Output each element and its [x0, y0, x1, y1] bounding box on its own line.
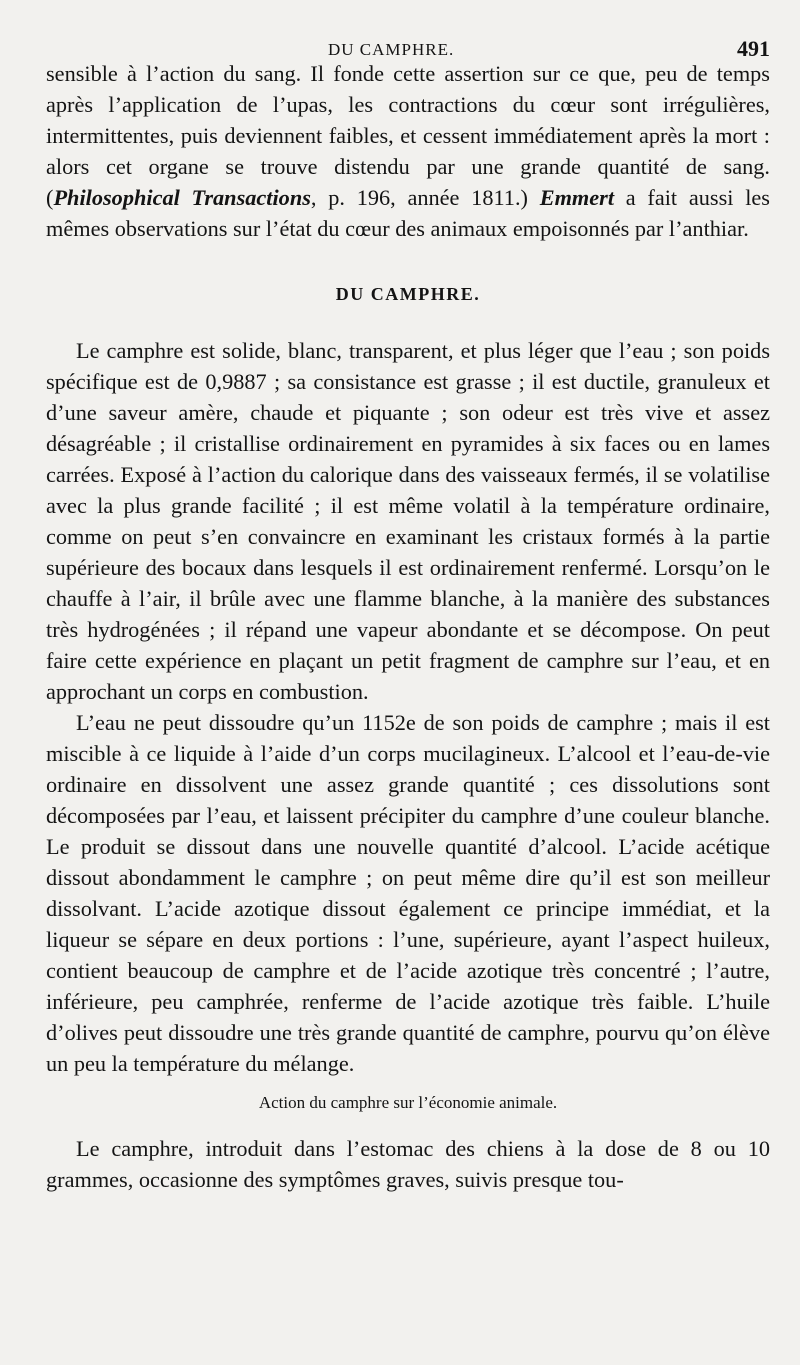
page-number: 491 [737, 36, 770, 61]
intro-text-1: sensible à l’action du sang. Il fonde cette assertion sur ce que, peu de temps après l’application de l’upas, les contractions du cœur sont irrégulières, intermittentes, puis deviennent faibles, et cessent immédiatement après la mort : alors cet organe se trouve distendu par une grande quantité de sang. ( [46, 61, 770, 210]
final-paragraph: Le camphre, introduit dans l’estomac des chiens à la dose de 8 ou 10 grammes, occasionne des symptômes graves, suivis presque tou- [46, 1136, 770, 1192]
running-header [46, 0, 770, 61]
body-paragraph: L’eau ne peut dissoudre qu’un 1152e de son poids de camphre ; mais il est miscible à ce liquide à l’aide d’un corps mucilagineux. L’alcool et l’eau-de-vie ordinaire en dissolvent une assez grande quantité ; ces dissolutions sont décomposées par l’eau, et laissent précipiter du camphre d’une couleur blanche. Le produit se dissout dans une nouvelle quantité d’alcool. L’acide acétique dissout abondamment le camphre ; on peut même dire qu’il est son meilleur dissolvant. L’acide azotique dissout également ce principe immédiat, et la liqueur se sépare en deux portions : l’une, supérieure, ayant l’aspect huileux, contient beaucoup de camphre et de l’acide azotique très concentré ; l’autre, inférieure, peu camphrée, renferme de l’acide azotique très faible. L’huile d’olives peut dissoudre une très grande quantité de camphre, pourvu qu’on élève un peu la température du mélange. [46, 710, 770, 1076]
intro-text-3: a fait aussi les mêmes observations sur l’état du cœur des animaux empoisonnés par l’anthiar. [46, 185, 770, 241]
body-paragraph: Le camphre est solide, blanc, transparent, et plus léger que l’eau ; son poids spécifique est de 0,9887 ; sa consistance est grasse ; il est ductile, granuleux et d’une saveur amère, chaude et piquante ; son odeur est très vive et assez désagréable ; il cristallise ordinairement en pyramides à six faces ou en lames carrées. Exposé à l’action du calorique dans des vaisseaux fermés, il se volatilise avec la plus grande facilité ; il est même volatil à la température ordinaire, comme on peut s’en convaincre en examinant les cristaux formés à la partie supérieure des bocaux dans lesquels il est ordinairement renfermé. Lorsqu’on le chauffe à l’air, il brûle avec une flamme blanche, à la manière des substances très hydrogénées ; il répand une vapeur abondante et se décompose. On peut faire cette expérience en plaçant un petit fragment de camphre sur l’eau, et en approchant un corps en combustion. [46, 338, 770, 704]
running-title: DU CAMPHRE. [328, 40, 455, 59]
section-heading: DU CAMPHRE. [335, 284, 481, 304]
intro-text-2: , p. 196, année 1811.) [310, 185, 540, 210]
section-body [46, 335, 770, 1079]
author-name: Emmert [539, 185, 615, 210]
intro-paragraph [46, 58, 770, 244]
subsection-heading: Action du camphre sur l’économie animale. [258, 1093, 558, 1112]
citation-title: Philosophical Transactions [53, 185, 311, 210]
